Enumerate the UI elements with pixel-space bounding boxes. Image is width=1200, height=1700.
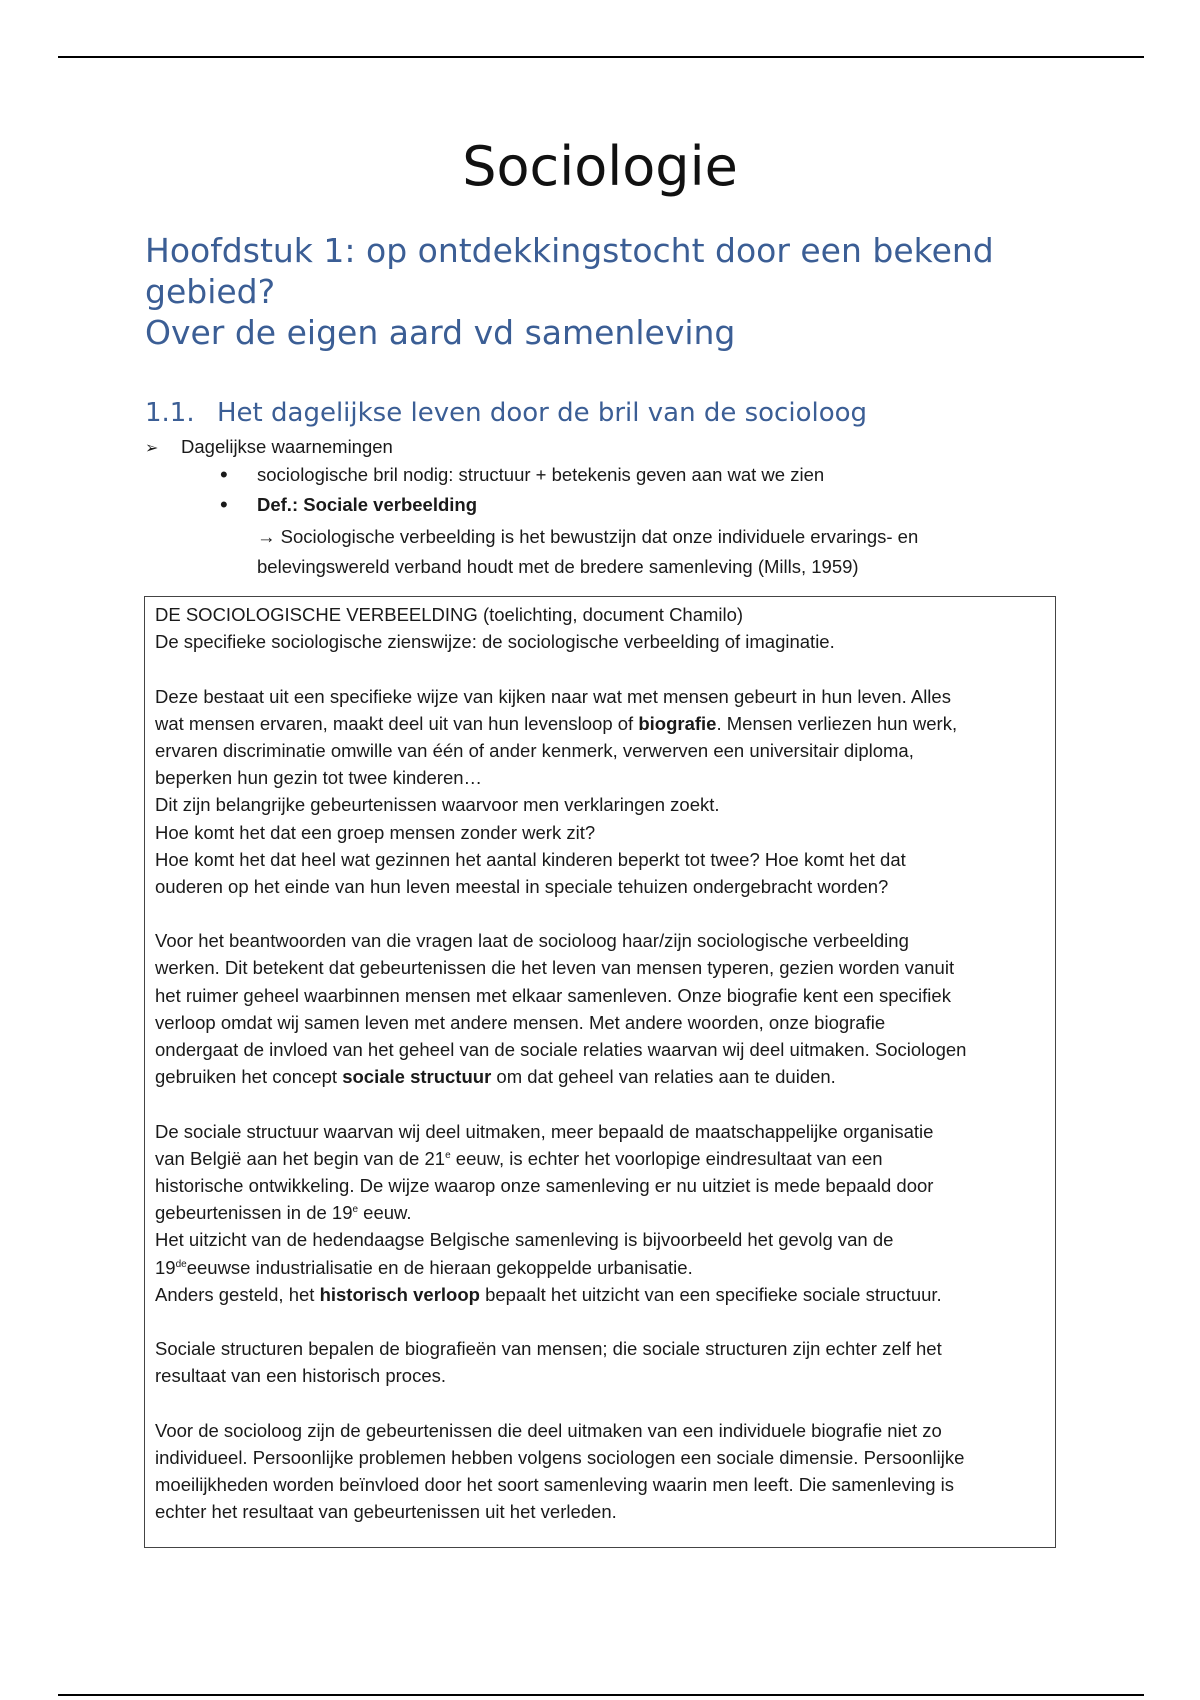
text-line: Deze bestaat uit een specifieke wijze van kijken naar wat met mensen gebeurt in hun leven. Alles (155, 685, 951, 707)
text-line: 19deeeuwse industrialisatie en de hieraan gekoppelde urbanisatie. (155, 1256, 693, 1278)
text-line: historische ontwikkeling. De wijze waarop onze samenleving er nu uitziet is mede bepaald door (155, 1174, 934, 1196)
text-line: Dit zijn belangrijke gebeurtenissen waarvoor men verklaringen zoekt. (155, 794, 720, 816)
document-title: Sociologie (462, 135, 738, 198)
text-line: echter het resultaat van gebeurtenissen uit het verleden. (155, 1501, 617, 1523)
text-line: Hoe komt het dat heel wat gezinnen het aantal kinderen beperkt tot twee? Hoe komt het dat (155, 848, 906, 870)
text-line: werken. Dit betekent dat gebeurtenissen die het leven van mensen typeren, gezien worden vanuit (155, 957, 955, 979)
chapter-heading-line: Over de eigen aard vd samenleving (145, 313, 736, 352)
bold-term: sociale structuur (342, 1066, 492, 1088)
text-line: gebruiken het concept sociale structuur om dat geheel van relaties aan te duiden. (155, 1066, 836, 1088)
list-item-text: Dagelijkse waarnemingen (181, 436, 393, 457)
section-number: 1.1. (145, 398, 195, 428)
list-item (145, 436, 393, 458)
bold-term: biografie (638, 712, 717, 734)
definition-text (257, 522, 918, 582)
top-rule (58, 56, 1144, 58)
text-line: Voor de socioloog zijn de gebeurtenissen die deel uitmaken van een individuele biografie niet zo (155, 1419, 942, 1441)
bold-term: historisch verloop (319, 1283, 480, 1305)
text-line: wat mensen ervaren, maakt deel uit van hun levensloop of biografie. Mensen verliezen hun werk, (155, 712, 958, 734)
definition-line: belevingswereld verband houdt met de bredere samenleving (Mills, 1959) (257, 556, 859, 577)
text-line: Hoe komt het dat een groep mensen zonder werk zit? (155, 821, 596, 843)
text-line: De specifieke sociologische zienswijze: de sociologische verbeelding of imaginatie. (155, 631, 835, 653)
text-line: van België aan het begin van de 21e eeuw, is echter het voorlopige eindresultaat van een (155, 1147, 883, 1169)
text-box-content (155, 601, 1050, 1525)
box-heading: DE SOCIOLOGISCHE VERBEELDING (toelichting, document Chamilo) (155, 604, 744, 625)
section-title: Het dagelijkse leven door de bril van de socioloog (217, 398, 868, 428)
text-line: individueel. Persoonlijke problemen hebben volgens sociologen een sociale dimensie. Persoonlijke (155, 1446, 965, 1468)
text-line: verloop omdat wij samen leven met andere mensen. Met andere woorden, onze biografie (155, 1011, 886, 1033)
bottom-rule (58, 1694, 1144, 1696)
section-heading (145, 398, 867, 428)
definition-label: Def.: Sociale verbeelding (257, 494, 478, 515)
text-line: De sociale structuur waarvan wij deel uitmaken, meer bepaald de maatschappelijke organisatie (155, 1120, 934, 1142)
text-line: ondergaat de invloed van het geheel van de sociale relaties waarvan wij deel uitmaken. Sociologen (155, 1039, 967, 1060)
text-line: Anders gesteld, het historisch verloop bepaalt het uitzicht van een specifieke sociale structuur. (155, 1283, 942, 1305)
chapter-heading-line: gebied? (145, 272, 276, 311)
text-line: ervaren discriminatie omwille van één of ander kenmerk, verwerven een universitair diploma, (155, 739, 914, 761)
arrow-bullet-icon: ➢ (145, 440, 159, 457)
text-line: beperken hun gezin tot twee kinderen… (155, 767, 483, 789)
text-line: Het uitzicht van de hedendaagse Belgische samenleving is bijvoorbeeld het gevolg van de (155, 1229, 894, 1251)
bullet-dot-icon: • (220, 492, 228, 517)
text-line: Sociale structuren bepalen de biografieën van mensen; die sociale structuren zijn echter zelf het (155, 1338, 942, 1360)
text-line: ouderen op het einde van hun leven meestal in speciale tehuizen ondergebracht worden? (155, 875, 889, 897)
bullet-dot-icon: • (220, 462, 228, 487)
text-box (144, 596, 1056, 1548)
text-line: gebeurtenissen in de 19e eeuw. (155, 1202, 412, 1224)
definition-line: → Sociologische verbeelding is het bewustzijn dat onze individuele ervarings- en (257, 526, 919, 547)
text-line: resultaat van een historisch proces. (155, 1365, 447, 1387)
list-item-text: sociologische bril nodig: structuur + betekenis geven aan wat we zien (257, 464, 825, 485)
text-line: Voor het beantwoorden van die vragen laat de socioloog haar/zijn sociologische verbeelding (155, 930, 909, 952)
chapter-heading-line: Hoofdstuk 1: op ontdekkingstocht door een bekend (145, 231, 994, 270)
chapter-heading (145, 230, 1085, 353)
text-line: moeilijkheden worden beïnvloed door het soort samenleving waarin men leeft. Die samenleving is (155, 1474, 955, 1495)
text-line: het ruimer geheel waarbinnen mensen met elkaar samenleven. Onze biografie kent een specifiek (155, 984, 951, 1006)
